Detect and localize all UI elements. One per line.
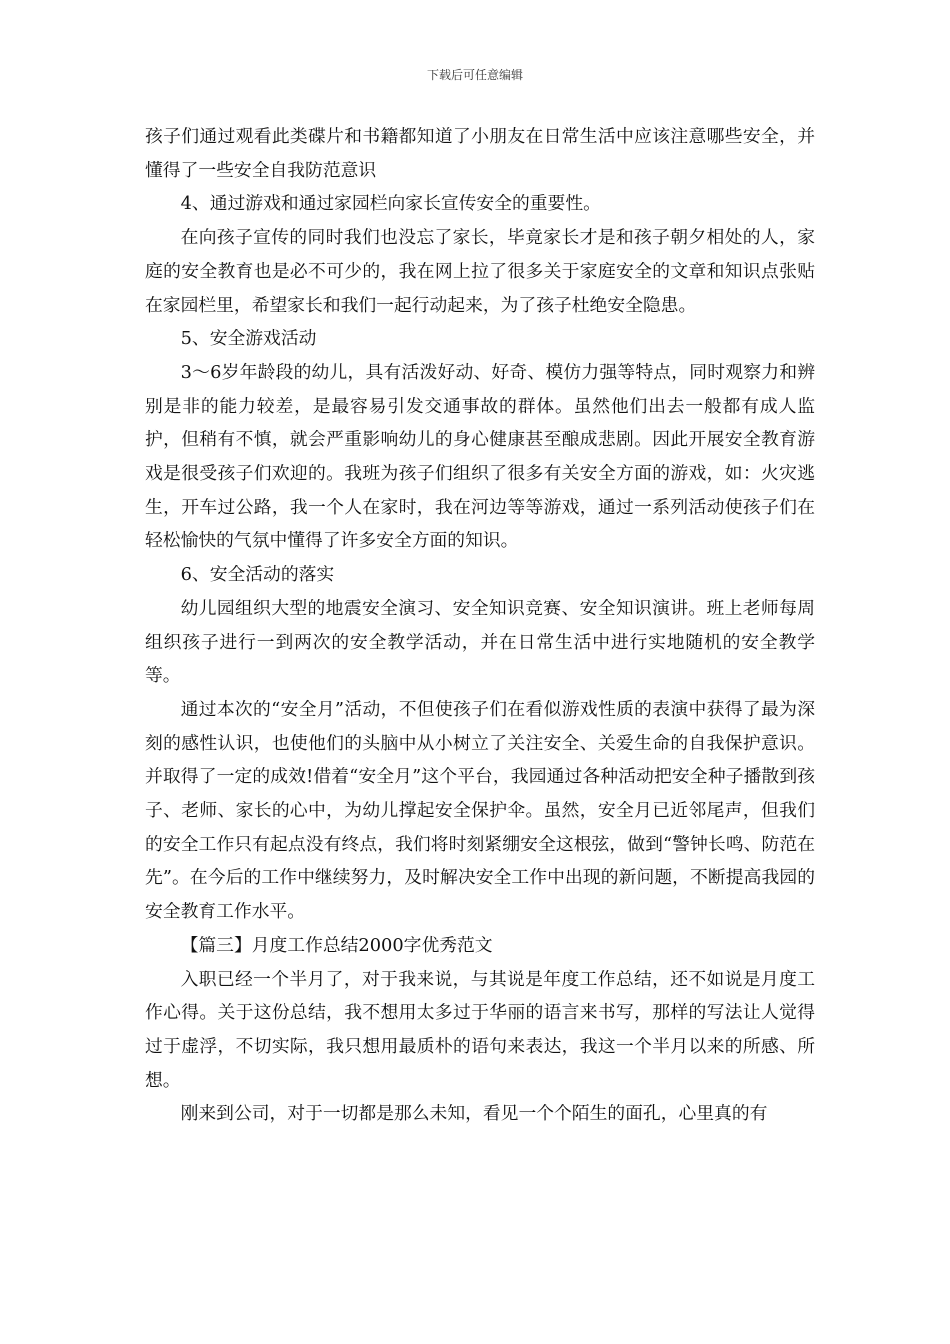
article-title: 【篇三】月度工作总结2000字优秀范文 — [180, 934, 493, 956]
paragraph: 在向孩子宣传的同时我们也没忘了家长，毕竟家长才是和孩子朝夕相处的人，家庭的安全教育也是必不可少的，我在网上拉了很多关于家庭安全的文章和知识点张贴在家园栏里，希望家长和我们一起行动起来，为了孩子杜绝安全隐患。 — [145, 227, 815, 316]
paragraph: 3～6岁年龄段的幼儿，具有活泼好动、好奇、模仿力强等特点，同时观察力和辨别是非的能力较差，是最容易引发交通事故的群体。虽然他们出去一般都有成人监护，但稍有不慎，就会严重影响幼儿的身心健康甚至酿成悲剧。因此开展安全教育游戏是很受孩子们欢迎的。我班为孩子们组织了很多有关安全方面的游戏，如：火灾逃生，开车过公路，我一个人在家时，我在河边等等游戏，通过一系列活动使孩子们在轻松愉快的气氛中懂得了许多安全方面的知识。 — [145, 361, 815, 552]
paragraph: 入职已经一个半月了，对于我来说，与其说是年度工作总结，还不如说是月度工作心得。关于这份总结，我不想用太多过于华丽的语言来书写，那样的写法让人觉得过于虚浮，不切实际，我只想用最质朴的语句来表达，我这一个半月以来的所感、所想。 — [145, 968, 815, 1091]
paragraph: 4、通过游戏和通过家园栏向家长宣传安全的重要性。 — [180, 193, 601, 215]
page-header: 下载后可任意编辑 — [426, 68, 523, 82]
paragraph: 刚来到公司，对于一切都是那么未知，看见一个个陌生的面孔，心里真的有 — [180, 1103, 768, 1125]
section-heading: 5、安全游戏活动 — [180, 328, 317, 350]
paragraph: 幼儿园组织大型的地震安全演习、安全知识竞赛、安全知识演讲。班上老师每周组织孩子进行一到两次的安全教学活动，并在日常生活中进行实地随机的安全教学等。 — [145, 597, 815, 687]
document-body — [145, 120, 815, 1131]
paragraph: 通过本次的“安全月”活动，不但使孩子们在看似游戏性质的表演中获得了最为深刻的感性认识，也使他们的头脑中从小树立了关注安全、关爱生命的自我保护意识。并取得了一定的成效!借着“安全月”这个平台，我园通过各种活动把安全种子播散到孩子、老师、家长的心中，为幼儿撑起安全保护伞。虽然，安全月已近邻尾声，但我们的安全工作只有起点没有终点，我们将时刻紧绷安全这根弦，做到“警钟长鸣、防范在先”。在今后的工作中继续努力，及时解决安全工作中出现的新问题，不断提高我园的安全教育工作水平。 — [145, 698, 815, 923]
paragraph: 孩子们通过观看此类碟片和书籍都知道了小朋友在日常生活中应该注意哪些安全，并懂得了一些安全自我防范意识 — [145, 126, 815, 181]
section-heading: 6、安全活动的落实 — [180, 564, 335, 586]
